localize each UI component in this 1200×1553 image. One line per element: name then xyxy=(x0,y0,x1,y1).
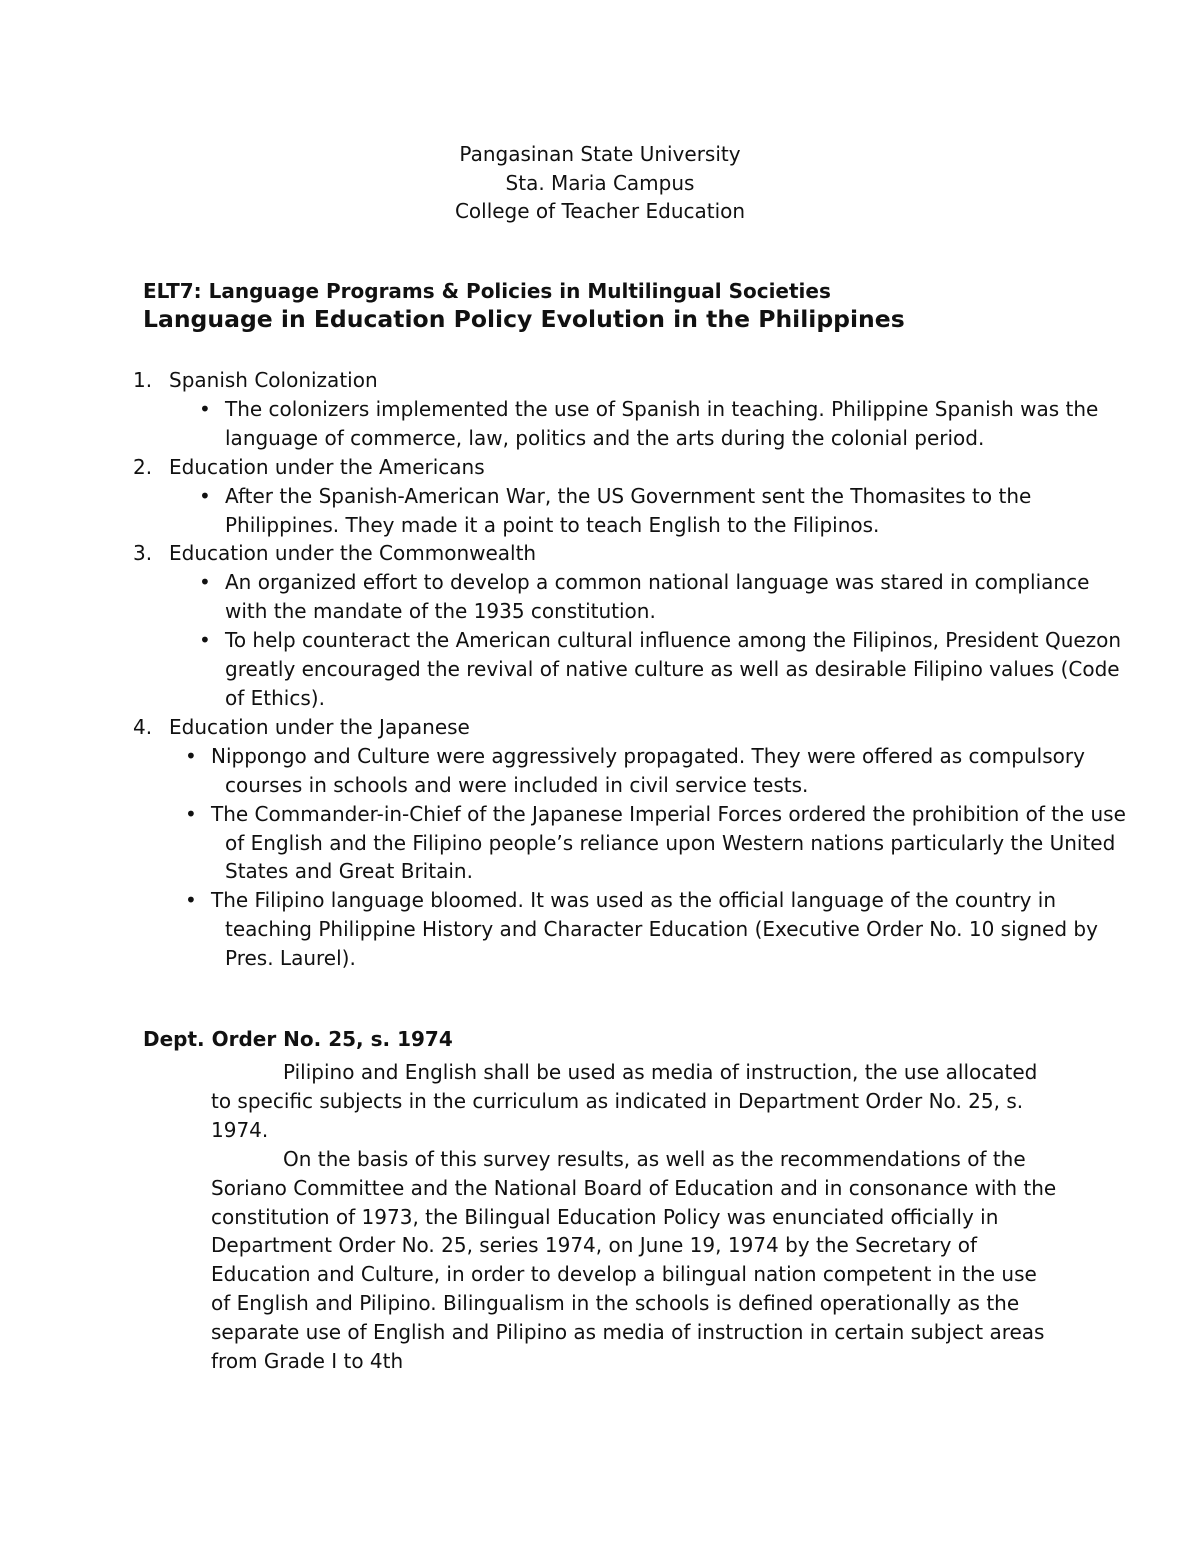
bullet-icon: • xyxy=(185,743,197,768)
document-header xyxy=(0,140,1200,226)
bullet-icon: • xyxy=(199,483,211,508)
section-list xyxy=(133,366,1133,973)
bullet-text: After the Spanish-American War, the US Government sent the Thomasites to the Philippines. They made it a point to teach English to the Filipinos. xyxy=(225,483,1032,537)
bullet-list xyxy=(133,742,1133,973)
bullet-icon: • xyxy=(199,396,211,421)
campus-name: Sta. Maria Campus xyxy=(505,170,695,195)
list-number: 1. xyxy=(133,368,153,392)
dept-order-paragraph: On the basis of this survey results, as well as the recommendations of the Soriano Committee and the National Board of Education and in consonance with the constitution of 1973, the Bilingual Education Policy was enunciated officially in Department Order No. 25, series 1974, on June 19, 1974 by the Secretary of Education and Culture, in order to develop a bilingual nation competent in the use of English and Pilipino. Bilingualism in the schools is defined operationally as the separate use of English and Pilipino as media of instruction in certain subject areas from Grade I to 4th xyxy=(211,1146,1057,1374)
section-heading: Spanish Colonization xyxy=(169,368,378,392)
section-heading: Education under the Japanese xyxy=(169,714,470,739)
list-number: 2. xyxy=(133,454,153,479)
bullet-text: The Commander-in-Chief of the Japanese Imperial Forces ordered the prohibition of the use of English and the Filipino people’s reliance upon Western nations particularly the United States and Great Britain. xyxy=(211,801,1126,884)
list-item xyxy=(133,713,1133,742)
college-name: College of Teacher Education xyxy=(454,199,746,224)
bullet-list xyxy=(133,482,1133,540)
bullet-text: The colonizers implemented the use of Spanish in teaching. Philippine Spanish was the language of commerce, law, politics and the arts during the colonial period. xyxy=(225,396,1099,450)
bullet-item xyxy=(133,800,1133,887)
bullet-icon: • xyxy=(185,888,197,913)
section-heading: Education under the Commonwealth xyxy=(169,541,537,566)
bullet-text: An organized effort to develop a common national language was stared in compliance with the mandate of the 1935 constitution. xyxy=(225,570,1090,624)
university-name: Pangasinan State University xyxy=(459,142,741,166)
list-item xyxy=(133,453,1133,482)
bullet-item xyxy=(133,886,1133,973)
bullet-item xyxy=(133,742,1133,800)
bullet-item xyxy=(133,482,1133,540)
section-heading: Education under the Americans xyxy=(169,454,485,479)
dept-order-paragraph: Pilipino and English shall be used as media of instruction, the use allocated to specific subjects in the curriculum as indicated in Department Order No. 25, s. 1974. xyxy=(211,1060,1038,1142)
bullet-item xyxy=(133,626,1133,713)
list-item xyxy=(133,539,1133,568)
course-title: ELT7: Language Programs & Policies in Multilingual Societies xyxy=(143,279,831,303)
bullet-item xyxy=(133,395,1133,453)
bullet-icon: • xyxy=(199,628,211,653)
dept-order-heading: Dept. Order No. 25, s. 1974 xyxy=(143,1027,453,1051)
bullet-icon: • xyxy=(199,570,211,595)
bullet-item xyxy=(133,568,1133,626)
list-number: 4. xyxy=(133,714,153,739)
bullet-text: To help counteract the American cultural influence among the Filipinos, President Quezon greatly encouraged the revival of native culture as well as desirable Filipino values (Code of Ethics). xyxy=(225,628,1122,710)
bullet-text: The Filipino language bloomed. It was used as the official language of the country in teaching Philippine History and Character Education (Executive Order No. 10 signed by Pres. Laurel). xyxy=(211,888,1098,971)
dept-order-body xyxy=(211,1058,1061,1376)
bullet-list xyxy=(133,395,1133,453)
list-number: 3. xyxy=(133,541,153,566)
bullet-list xyxy=(133,568,1133,713)
document-title: Language in Education Policy Evolution in the Philippines xyxy=(143,305,905,333)
bullet-text: Nippongo and Culture were aggressively propagated. They were offered as compulsory courses in schools and were included in civil service tests. xyxy=(211,743,1085,797)
list-item xyxy=(133,366,1133,395)
bullet-icon: • xyxy=(185,801,197,826)
